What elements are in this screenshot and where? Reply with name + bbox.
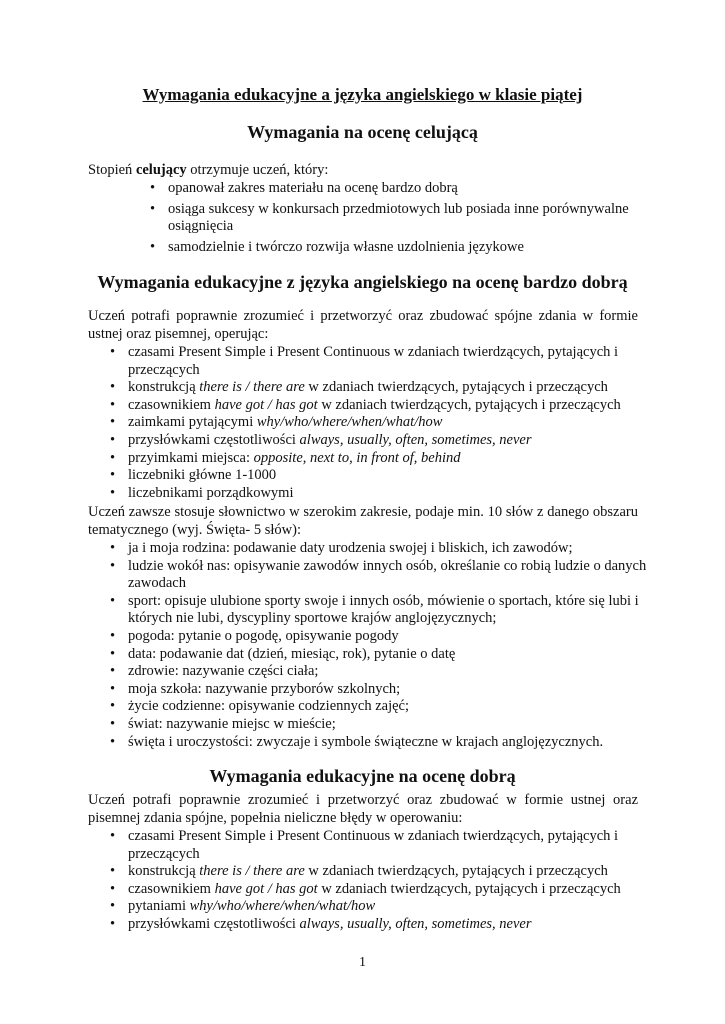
list-item: • konstrukcją there is / there are w zdaniach twierdzących, pytających i przeczących <box>110 379 608 396</box>
list-item: • przysłówkami częstotliwości always, usually, often, sometimes, never <box>110 915 532 932</box>
dobra-intro: Uczeń potrafi poprawnie zrozumieć i przetworzyć oraz zbudować w formie ustnej oraz pisemnej zdania spójne, popełnia nieliczne błędy w operowaniu: <box>88 792 638 826</box>
bullet-icon: • <box>110 680 116 697</box>
bullet-icon: • <box>110 863 116 880</box>
list-item: • osiąga sukcesy w konkursach przedmiotowych lub posiada inne porównywalne osiągnięcia <box>150 200 629 235</box>
list-item: • życie codzienne: opisywanie codziennych zajęć; <box>110 698 410 715</box>
list-item: • czasami Present Simple i Present Continuous w zdaniach twierdzących, pytających i przeczących <box>110 344 619 378</box>
bullet-icon: • <box>110 828 116 844</box>
bullet-icon: • <box>110 880 116 897</box>
bullet-icon: • <box>110 396 116 413</box>
bullet-icon: • <box>110 592 116 609</box>
bullet-icon: • <box>150 200 156 217</box>
bullet-icon: • <box>110 431 116 448</box>
bullet-icon: • <box>110 344 116 360</box>
bullet-icon: • <box>110 733 116 750</box>
bardzo-dobra-vocab-list <box>108 540 648 751</box>
list-item: • moja szkoła: nazywanie przyborów szkolnych; <box>110 680 401 697</box>
list-item: • przyimkami miejsca: opposite, next to, in front of, behind <box>110 449 461 466</box>
list-item: • samodzielnie i twórczo rozwija własne uzdolnienia językowe <box>150 238 524 255</box>
page-number: 1 <box>359 955 366 970</box>
list-item: • pytaniami why/who/where/when/what/how <box>110 898 376 915</box>
list-item: • liczebniki główne 1-1000 <box>110 467 277 484</box>
list-item: • pogoda: pytanie o pogodę, opisywanie pogody <box>110 627 399 644</box>
list-item: • przysłówkami częstotliwości always, usually, often, sometimes, never <box>110 431 532 448</box>
bullet-icon: • <box>150 180 156 196</box>
list-item: • święta i uroczystości: zwyczaje i symbole świąteczne w krajach anglojęzycznych. <box>110 733 604 750</box>
bullet-icon: • <box>110 663 116 680</box>
bullet-icon: • <box>110 645 116 662</box>
bullet-icon: • <box>110 484 116 501</box>
bullet-icon: • <box>110 557 116 574</box>
list-item: • zaimkami pytającymi why/who/where/when/what/how <box>110 414 443 431</box>
bullet-icon: • <box>110 698 116 715</box>
bullet-icon: • <box>110 414 116 431</box>
bullet-icon: • <box>110 898 116 915</box>
list-item: • ja i moja rodzina: podawanie daty urodzenia swojej i bliskich, ich zawodów; <box>110 540 573 556</box>
list-item: • czasami Present Simple i Present Continuous w zdaniach twierdzących, pytających i przeczących <box>110 828 619 862</box>
list-item: • świat: nazywanie miejsc w mieście; <box>110 715 336 732</box>
list-item: • sport: opisuje ulubione sporty swoje i innych osób, mówienie o sportach, które się lubi i których nie lubi, dyscypliny sportowe krajów anglojęzycznych; <box>110 592 639 627</box>
section-heading-celujaca: Wymagania na ocenę celującą <box>247 122 478 142</box>
bardzo-dobra-vocab-intro: Uczeń zawsze stosuje słownictwo w szerokim zakresie, podaje min. 10 słów z danego obszaru tematycznego (wyj. Święta- 5 słów): <box>88 504 638 538</box>
bardzo-dobra-grammar-list <box>108 344 648 502</box>
celujaca-list <box>148 180 648 259</box>
dobra-grammar-list <box>108 828 648 934</box>
section-heading-dobra: Wymagania edukacyjne na ocenę dobrą <box>209 766 516 786</box>
list-item: • czasownikiem have got / has got w zdaniach twierdzących, pytających i przeczących <box>110 880 621 897</box>
bullet-icon: • <box>150 238 156 255</box>
list-item: • opanował zakres materiału na ocenę bardzo dobrą <box>150 180 458 196</box>
list-item: • zdrowie: nazywanie części ciała; <box>110 663 319 680</box>
bullet-icon: • <box>110 449 116 466</box>
list-item: • ludzie wokół nas: opisywanie zawodów innych osób, określanie co robią ludzie o danych zawodach <box>110 557 647 592</box>
bullet-icon: • <box>110 467 116 484</box>
list-item: • data: podawanie dat (dzień, miesiąc, rok), pytanie o datę <box>110 645 456 662</box>
section-heading-bardzo-dobra: Wymagania edukacyjne z języka angielskiego na ocenę bardzo dobrą <box>97 272 628 292</box>
document-title: Wymagania edukacyjne a języka angielskiego w klasie piątej <box>142 85 583 104</box>
bullet-icon: • <box>110 379 116 396</box>
list-item: • liczebnikami porządkowymi <box>110 484 294 501</box>
list-item: • konstrukcją there is / there are w zdaniach twierdzących, pytających i przeczących <box>110 863 608 880</box>
bullet-icon: • <box>110 627 116 644</box>
grade-name-celujacy: celujący <box>135 162 187 178</box>
celujaca-intro: Stopień celujący otrzymuje uczeń, który: <box>88 162 329 178</box>
bullet-icon: • <box>110 715 116 732</box>
bullet-icon: • <box>110 915 116 932</box>
bullet-icon: • <box>110 540 116 556</box>
bardzo-dobra-intro: Uczeń potrafi poprawnie zrozumieć i przetworzyć oraz zbudować spójne zdania w formie ustnej oraz pisemnej, operując: <box>88 308 638 342</box>
list-item: • czasownikiem have got / has got w zdaniach twierdzących, pytających i przeczących <box>110 396 621 413</box>
